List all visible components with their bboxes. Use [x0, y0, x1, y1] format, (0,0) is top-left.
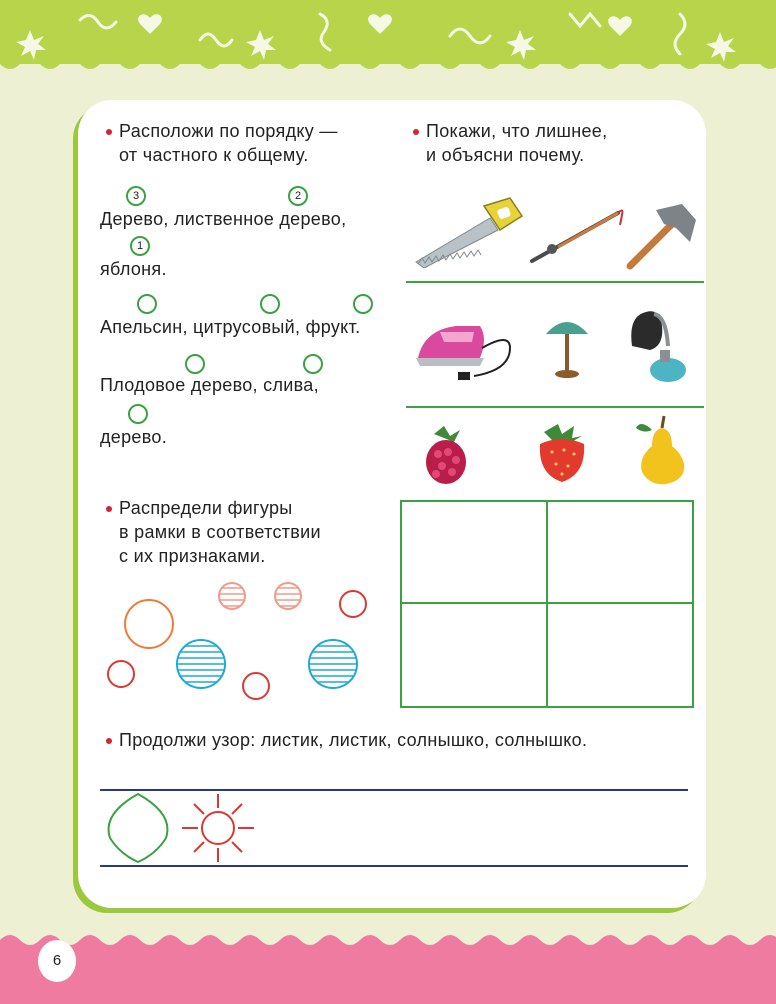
order-mark-yablonya[interactable]: 1: [130, 236, 150, 256]
task2-bullet: [413, 129, 419, 135]
page-number: 6: [38, 940, 76, 982]
saw-icon[interactable]: [412, 196, 524, 268]
order-mark-sliva[interactable]: [303, 354, 323, 374]
task1-row1-text: Дерево, лиственное дерево,: [100, 209, 347, 229]
order-mark-frukt[interactable]: [353, 294, 373, 314]
strawberry-icon[interactable]: [534, 420, 590, 486]
fishing-rod-icon[interactable]: [528, 205, 628, 265]
task1-instruction-line1: Расположи по порядку —: [119, 121, 338, 141]
pattern-strip[interactable]: [98, 786, 690, 870]
row-divider-2: [406, 406, 704, 408]
frame-cell-top-right[interactable]: [547, 501, 693, 603]
order-mark-plodovoe[interactable]: [185, 354, 205, 374]
figure-small-striped-circle-2[interactable]: [274, 583, 302, 609]
figure-large-striped-blue-circle-1[interactable]: [176, 640, 226, 688]
lamp-icon[interactable]: [542, 310, 592, 380]
order-mark-apelsin[interactable]: [137, 294, 157, 314]
task1-row4-text: Плодовое дерево, слива,: [100, 375, 319, 395]
figure-small-striped-circle-1[interactable]: [218, 583, 246, 609]
order-mark-citrusovyi[interactable]: [260, 294, 280, 314]
task3-instruction-line3: с их признаками.: [119, 546, 266, 566]
raspberry-icon[interactable]: [420, 424, 474, 486]
sun-shape: [182, 794, 254, 862]
task2-instruction-line2: и объясни почему.: [426, 145, 585, 165]
figure-large-orange-circle[interactable]: [125, 600, 173, 648]
task2-instruction-line1: Покажи, что лишнее,: [426, 121, 608, 141]
order-mark-derevo2[interactable]: [128, 404, 148, 424]
task1-row3-text: Апельсин, цитрусовый, фрукт.: [100, 317, 361, 337]
frame-cell-top-left[interactable]: [401, 501, 547, 603]
frame-cell-bottom-left[interactable]: [401, 603, 547, 707]
figure-large-striped-blue-circle-2[interactable]: [308, 640, 358, 688]
figure-small-red-circle-3[interactable]: [243, 673, 269, 699]
top-decorative-band: [0, 0, 776, 78]
figure-small-red-circle-2[interactable]: [108, 661, 134, 687]
pear-icon[interactable]: [630, 414, 692, 488]
task4-bullet: [106, 738, 112, 744]
figure-small-red-circle-1[interactable]: [340, 591, 366, 617]
iron-icon[interactable]: [414, 318, 518, 382]
sorting-frame-grid: [400, 500, 694, 708]
row-divider-1: [406, 281, 704, 283]
task1-bullet: [106, 129, 112, 135]
task1-instruction-line2: от частного к общему.: [119, 145, 309, 165]
task1-row2-text: яблоня.: [100, 259, 167, 279]
bottom-decorative-band: [0, 930, 776, 1004]
vacuum-cleaner-icon[interactable]: [624, 306, 690, 384]
task3-instruction-line2: в рамки в соответствии: [119, 522, 321, 542]
frame-cell-bottom-right[interactable]: [547, 603, 693, 707]
figures-area: [100, 578, 370, 702]
axe-icon[interactable]: [624, 202, 702, 272]
task1-row5-text: дерево.: [100, 427, 168, 447]
leaf-shape: [109, 794, 168, 862]
task3-bullet: [106, 506, 112, 512]
order-mark-derevo[interactable]: 3: [126, 186, 146, 206]
task4-instruction: Продолжи узор: листик, листик, солнышко, солнышко.: [119, 730, 588, 750]
task3-instruction-line1: Распредели фигуры: [119, 498, 293, 518]
order-mark-listvennoe[interactable]: 2: [288, 186, 308, 206]
